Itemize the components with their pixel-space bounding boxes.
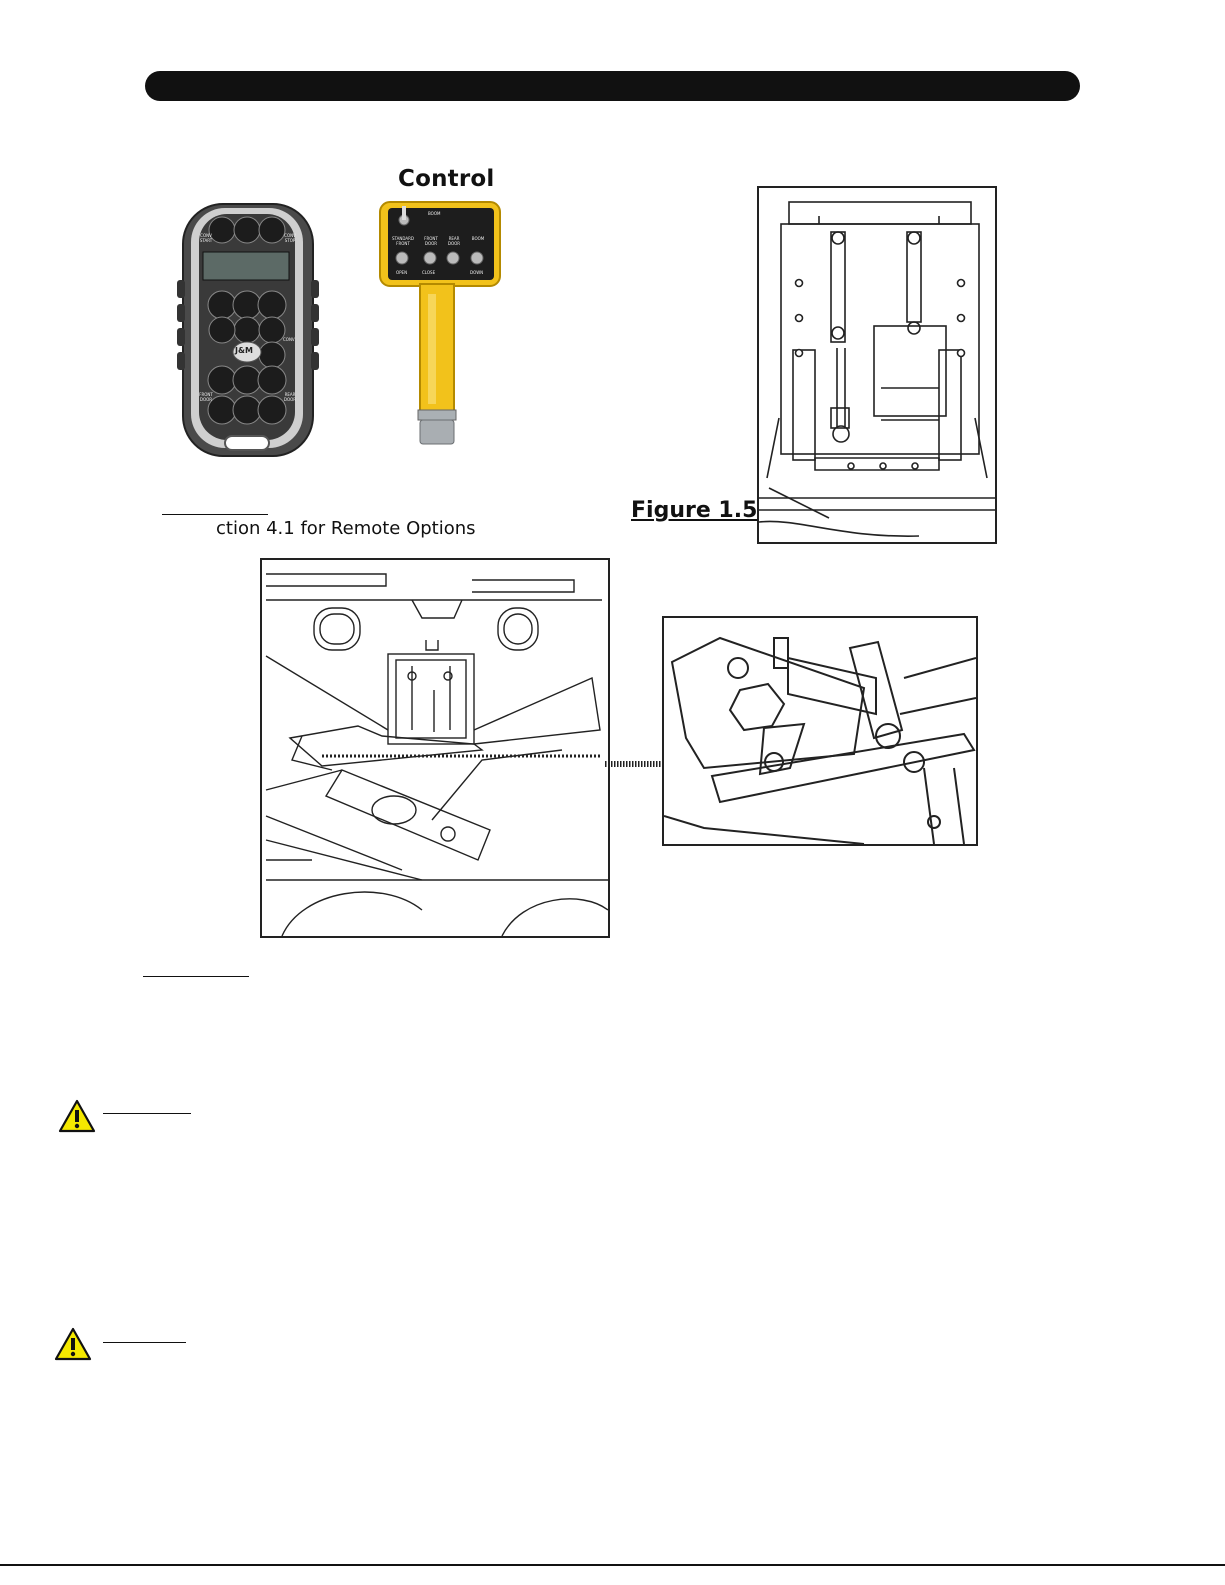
control-heading: Control: [398, 166, 495, 192]
header-bar: [145, 71, 1080, 101]
remote-key-conv-stop: CONV STOP: [284, 233, 296, 243]
trailer-view-drawing: [260, 558, 610, 938]
figure-1-5-graphic: [759, 188, 995, 542]
warning-underline: [103, 1113, 191, 1114]
note-underline: [162, 514, 268, 515]
warning-icon: [58, 1099, 96, 1133]
remote-key-rear-door: REAR DOOR: [283, 392, 297, 402]
detail-view-drawing: [662, 616, 978, 846]
figure-label: Figure 1.5: [631, 498, 758, 523]
control-box-toggle-1: STANDARD FRONT: [392, 236, 415, 246]
warning-icon: [54, 1327, 92, 1361]
control-box-toggle-4: BOOM: [471, 236, 485, 241]
control-box-label-top: BOOM: [428, 211, 441, 216]
figure-1-5-drawing: [757, 186, 997, 544]
remote-illustration: [175, 200, 320, 462]
trailer-view-graphic: [262, 560, 608, 936]
remote-badge-label: J&M: [235, 346, 253, 355]
warning-underline: [103, 1342, 186, 1343]
control-box-label-open: OPEN: [396, 270, 408, 275]
detail-view-graphic: [664, 618, 976, 844]
section-underline: [143, 976, 249, 977]
remote-key-conv-start: CONV START: [199, 233, 213, 243]
control-box-label-down: DOWN: [470, 270, 484, 275]
control-box-illustration: [378, 198, 502, 448]
control-box-toggle-3: REAR DOOR: [447, 236, 461, 246]
remote-key-front-door: FRONT DOOR: [199, 392, 213, 402]
control-box-toggle-2: FRONT DOOR: [424, 236, 438, 246]
detail-connector: [605, 753, 663, 761]
control-box-label-close: CLOSE: [422, 270, 436, 275]
footer-rule: [0, 1564, 1225, 1566]
remote-options-note: ction 4.1 for Remote Options: [216, 518, 476, 539]
remote-key-conv: CONV: [283, 337, 295, 342]
